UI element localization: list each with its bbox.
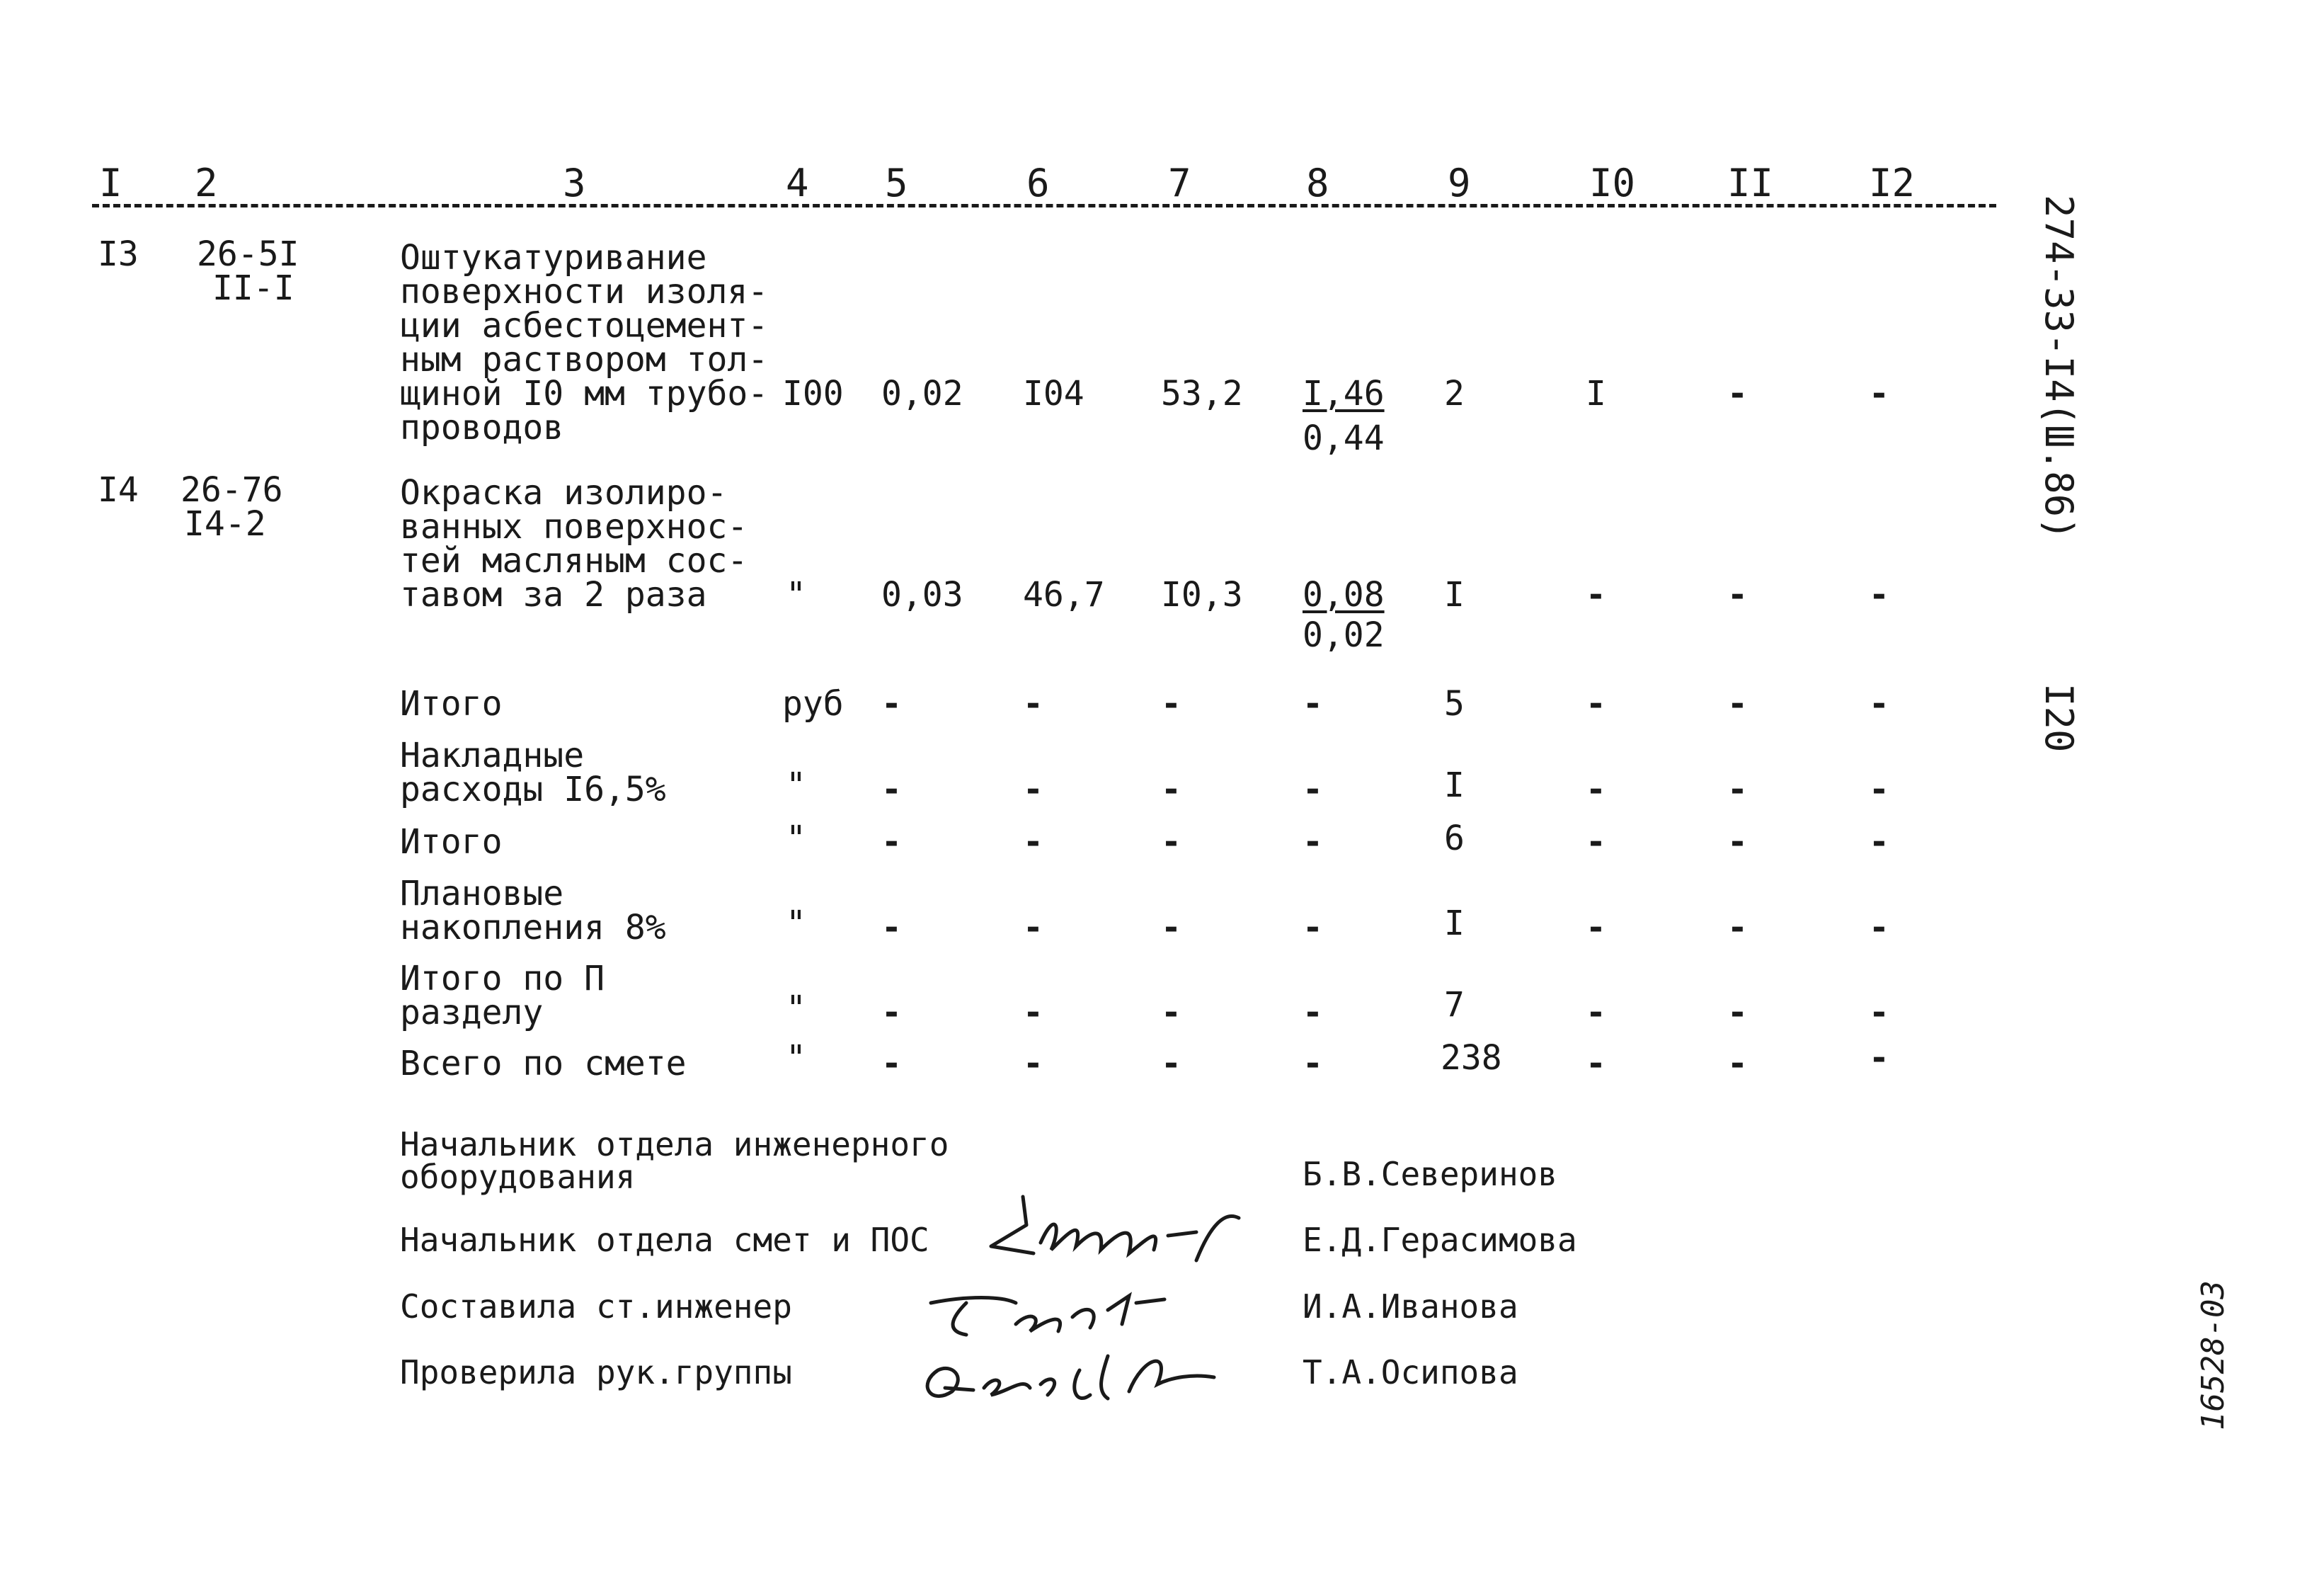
cell-col9: 2 bbox=[1444, 374, 1465, 414]
totals-col12: - bbox=[1869, 770, 1889, 809]
totals-col7: - bbox=[1161, 770, 1181, 809]
row-description-line: проводов bbox=[400, 408, 564, 448]
totals-col6: - bbox=[1023, 1044, 1043, 1083]
cell-col8-numerator: I,46 bbox=[1303, 374, 1385, 414]
totals-col8: - bbox=[1303, 684, 1323, 724]
totals-col9: 7 bbox=[1444, 985, 1465, 1025]
totals-label: Всего по смете bbox=[400, 1044, 687, 1083]
totals-col5: - bbox=[881, 770, 902, 809]
totals-unit: " bbox=[786, 904, 806, 943]
totals-unit: " bbox=[786, 1038, 806, 1078]
totals-col7: - bbox=[1161, 993, 1181, 1032]
totals-label: Итого bbox=[400, 822, 503, 862]
totals-label: Плановые bbox=[400, 874, 564, 913]
totals-col9: 6 bbox=[1444, 819, 1465, 858]
signature-role: Составила ст.инженер bbox=[400, 1287, 792, 1326]
col-header-2: 2 bbox=[195, 161, 218, 205]
col-header-6: 6 bbox=[1026, 161, 1050, 205]
row-description-line: Оштукатуривание bbox=[400, 238, 707, 278]
signature-name: Б.В.Северинов bbox=[1303, 1155, 1558, 1193]
totals-col10: - bbox=[1586, 822, 1606, 862]
cell-col11: - bbox=[1727, 575, 1748, 615]
totals-col5: - bbox=[881, 993, 902, 1032]
row-description-line: щиной I0 мм трубо- bbox=[400, 374, 769, 414]
row-description-line: тей масляным сос- bbox=[400, 541, 748, 581]
totals-col11: - bbox=[1727, 1044, 1748, 1083]
totals-unit: " bbox=[786, 819, 806, 858]
totals-col7: - bbox=[1161, 908, 1181, 947]
cell-col6: I04 bbox=[1023, 374, 1084, 414]
signature-role: Начальник отдела инженерного bbox=[400, 1125, 949, 1163]
totals-col12: - bbox=[1869, 684, 1889, 724]
totals-label: Итого по П bbox=[400, 959, 605, 998]
row-code-line1: 26-5I bbox=[197, 234, 299, 274]
handwritten-signature-3 bbox=[917, 1335, 1242, 1413]
col-header-11: II bbox=[1727, 161, 1774, 205]
totals-col10: - bbox=[1586, 770, 1606, 809]
cell-col7: I0,3 bbox=[1161, 575, 1243, 615]
cell-col8-denominator: 0,44 bbox=[1303, 418, 1385, 458]
cell-col8-numerator: 0,08 bbox=[1303, 575, 1385, 615]
signature-name: Т.А.Осипова bbox=[1303, 1353, 1518, 1391]
totals-unit: " bbox=[786, 765, 806, 805]
signature-role: Начальник отдела смет и ПОС bbox=[400, 1221, 929, 1259]
totals-col11: - bbox=[1727, 770, 1748, 809]
col-header-4: 4 bbox=[786, 161, 809, 205]
cell-col4: " bbox=[786, 575, 806, 615]
col-header-5: 5 bbox=[885, 161, 908, 205]
cell-col10: I bbox=[1586, 374, 1606, 414]
totals-col7: - bbox=[1161, 684, 1181, 724]
totals-col12: - bbox=[1869, 993, 1889, 1032]
totals-col10: - bbox=[1586, 993, 1606, 1032]
signature-name: И.А.Иванова bbox=[1303, 1287, 1518, 1326]
header-rule bbox=[92, 204, 1996, 207]
totals-col5: - bbox=[881, 684, 902, 724]
cell-col12: - bbox=[1869, 374, 1889, 414]
totals-col6: - bbox=[1023, 822, 1043, 862]
signature-role: оборудования bbox=[400, 1158, 636, 1196]
totals-col8: - bbox=[1303, 908, 1323, 947]
totals-col5: - bbox=[881, 908, 902, 947]
totals-col5: - bbox=[881, 822, 902, 862]
row-code-line1: 26-76 bbox=[181, 470, 283, 510]
col-header-8: 8 bbox=[1306, 161, 1329, 205]
totals-label: Итого bbox=[400, 684, 503, 724]
cell-col8-denominator: 0,02 bbox=[1303, 615, 1385, 655]
totals-col11: - bbox=[1727, 822, 1748, 862]
totals-col8: - bbox=[1303, 1044, 1323, 1083]
totals-col8: - bbox=[1303, 993, 1323, 1032]
totals-col12: - bbox=[1869, 908, 1889, 947]
totals-col7: - bbox=[1161, 1044, 1181, 1083]
totals-label: разделу bbox=[400, 993, 544, 1032]
col-header-12: I2 bbox=[1869, 161, 1916, 205]
totals-col10: - bbox=[1586, 684, 1606, 724]
page-number: I20 bbox=[2037, 683, 2081, 753]
totals-col7: - bbox=[1161, 822, 1181, 862]
document-code: 274-33-I4(Ш.86) bbox=[2037, 195, 2081, 540]
totals-col8: - bbox=[1303, 770, 1323, 809]
totals-col5: - bbox=[881, 1044, 902, 1083]
col-header-3: 3 bbox=[563, 161, 586, 205]
totals-col9: I bbox=[1444, 765, 1465, 805]
row-description-line: Окраска изолиро- bbox=[400, 473, 728, 513]
totals-col6: - bbox=[1023, 993, 1043, 1032]
totals-col8: - bbox=[1303, 822, 1323, 862]
col-header-1: I bbox=[99, 161, 122, 205]
row-number: I4 bbox=[98, 470, 139, 510]
totals-col6: - bbox=[1023, 684, 1043, 724]
inventory-number: 16528-03 bbox=[2195, 1280, 2231, 1430]
row-description-line: ванных поверхнос- bbox=[400, 507, 748, 547]
cell-col5: 0,03 bbox=[881, 575, 963, 615]
cell-col6: 46,7 bbox=[1023, 575, 1105, 615]
col-header-7: 7 bbox=[1168, 161, 1191, 205]
totals-col11: - bbox=[1727, 908, 1748, 947]
totals-col9: 238 bbox=[1441, 1038, 1502, 1078]
row-code-line2: II-I bbox=[212, 268, 294, 308]
cell-col11: - bbox=[1727, 374, 1748, 414]
cell-col7: 53,2 bbox=[1161, 374, 1243, 414]
cell-col10: - bbox=[1586, 575, 1606, 615]
handwritten-signature-1 bbox=[984, 1183, 1253, 1275]
cell-col12: - bbox=[1869, 575, 1889, 615]
totals-col11: - bbox=[1727, 993, 1748, 1032]
cell-col4: I00 bbox=[782, 374, 844, 414]
totals-label: накопления 8% bbox=[400, 908, 666, 947]
row-description-line: тавом за 2 раза bbox=[400, 575, 707, 615]
signature-name: Е.Д.Герасимова bbox=[1303, 1221, 1577, 1259]
totals-col6: - bbox=[1023, 770, 1043, 809]
totals-col6: - bbox=[1023, 908, 1043, 947]
row-description-line: ции асбестоцемент- bbox=[400, 306, 769, 346]
row-description-line: поверхности изоля- bbox=[400, 272, 769, 312]
row-code-line2: I4-2 bbox=[184, 504, 266, 544]
totals-col11: - bbox=[1727, 684, 1748, 724]
row-number: I3 bbox=[98, 234, 139, 274]
signature-role: Проверила рук.группы bbox=[400, 1353, 792, 1391]
totals-col10: - bbox=[1586, 1044, 1606, 1083]
cell-col5: 0,02 bbox=[881, 374, 963, 414]
row-description-line: ным раствором тол- bbox=[400, 340, 769, 380]
totals-col9: 5 bbox=[1444, 684, 1465, 724]
totals-col12: - bbox=[1869, 822, 1889, 862]
totals-unit: руб bbox=[782, 684, 844, 724]
col-header-9: 9 bbox=[1448, 161, 1471, 205]
totals-label: Накладные bbox=[400, 736, 585, 775]
totals-col9: I bbox=[1444, 904, 1465, 943]
cell-col9: I bbox=[1444, 575, 1465, 615]
totals-col10: - bbox=[1586, 908, 1606, 947]
totals-label: расходы I6,5% bbox=[400, 770, 666, 809]
col-header-10: I0 bbox=[1589, 161, 1636, 205]
totals-col12: - bbox=[1869, 1038, 1889, 1078]
totals-unit: " bbox=[786, 989, 806, 1028]
